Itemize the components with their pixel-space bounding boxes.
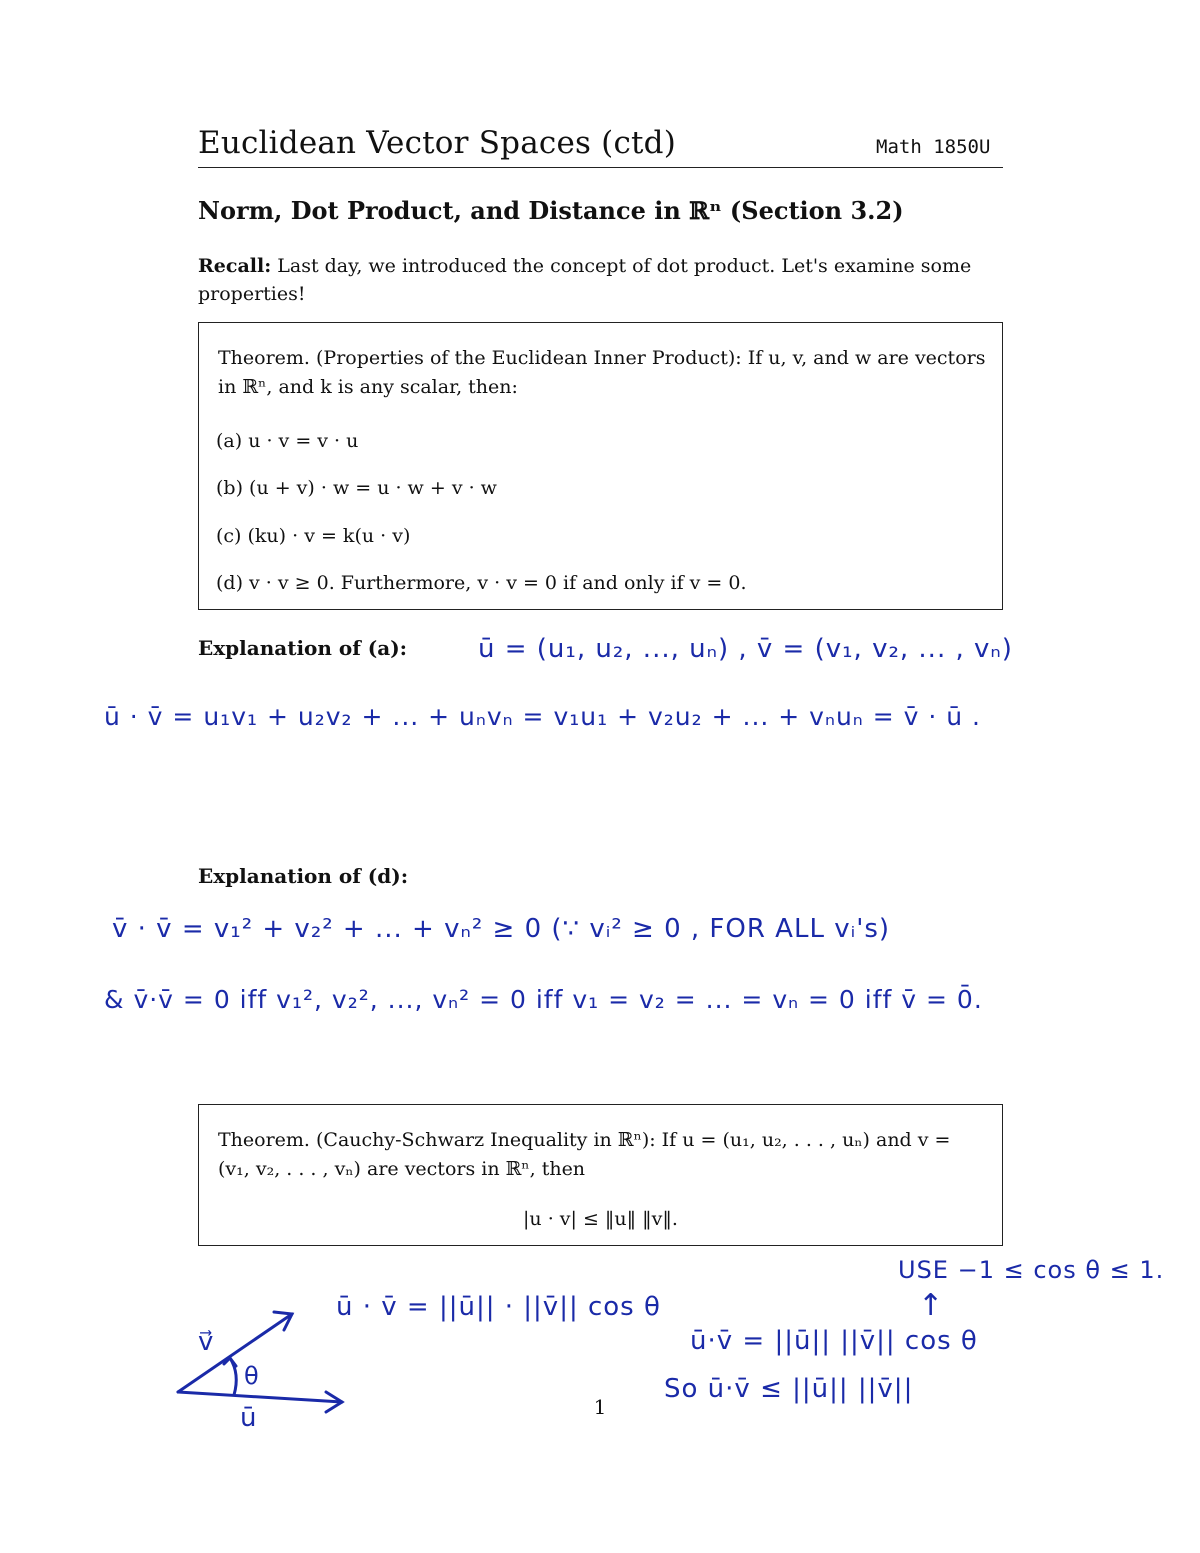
up-arrow-icon: ↑	[918, 1288, 945, 1323]
diagram-label-v: v⃗	[198, 1327, 214, 1357]
theorem-cauchy-schwarz-intro: Theorem. (Cauchy-Schwarz Inequality in ℝⁿ): If u = (u₁, u₂, . . . , uₙ) and v = (v₁, v₂, . . . , vₙ) are vectors in ℝⁿ, then	[218, 1129, 951, 1180]
handwritten-eq-cos-1: ū · v̄ = ||ū|| · ||v̄|| cos θ	[336, 1292, 661, 1322]
handwritten-note-a1: ū = (u₁, u₂, ..., uₙ) , v̄ = (v₁, v₂, ... , vₙ)	[478, 634, 1013, 664]
theorem-item-b: (b) (u + v) · w = u · w + v · w	[216, 477, 497, 499]
handwritten-use-note: USE −1 ≤ cos θ ≤ 1.	[898, 1256, 1165, 1284]
diagram-label-theta: θ	[244, 1362, 259, 1390]
handwritten-note-d2: & v̄·v̄ = 0 iff v₁², v₂², ..., vₙ² = 0 iff v₁ = v₂ = ... = vₙ = 0 iff v̄ = 0̄.	[104, 985, 983, 1014]
theorem-item-a: (a) u · v = v · u	[216, 430, 359, 452]
explanation-d-label: Explanation of (d):	[198, 864, 409, 888]
course-code: Math 1850U	[876, 136, 991, 158]
theorem-item-c: (c) (ku) · v = k(u · v)	[216, 525, 411, 547]
title-rule	[198, 167, 1003, 168]
handwritten-note-d1: v̄ · v̄ = v₁² + v₂² + ... + vₙ² ≥ 0 (∵ vᵢ² ≥ 0 , FOR ALL vᵢ's)	[112, 914, 891, 944]
section-heading: Norm, Dot Product, and Distance in ℝⁿ (Section 3.2)	[198, 196, 904, 225]
page-title: Euclidean Vector Spaces (ctd)	[198, 125, 677, 161]
vector-angle-diagram	[170, 1300, 360, 1430]
handwritten-note-a2: ū · v̄ = u₁v₁ + u₂v₂ + ... + uₙvₙ = v₁u₁ + v₂u₂ + ... + vₙuₙ = v̄ · ū .	[104, 702, 981, 731]
explanation-a-label: Explanation of (a):	[198, 636, 408, 660]
theorem-item-d: (d) v · v ≥ 0. Furthermore, v · v = 0 if and only if v = 0.	[216, 572, 747, 594]
handwritten-eq-cos-2: ū·v̄ = ||ū|| ||v̄|| cos θ	[690, 1326, 978, 1356]
vector-u-line	[178, 1392, 342, 1402]
recall-label: Recall:	[198, 255, 272, 277]
theorem-inner-product-intro: Theorem. (Properties of the Euclidean Inner Product): If u, v, and w are vectors in ℝⁿ, and k is any scalar, then:	[218, 347, 986, 398]
page-number: 1	[593, 1395, 607, 1419]
recall-paragraph	[198, 252, 1006, 308]
handwritten-eq-so: So ū·v̄ ≤ ||ū|| ||v̄||	[664, 1374, 914, 1404]
diagram-label-u: ū	[240, 1403, 257, 1430]
recall-text: Last day, we introduced the concept of dot product. Let's examine some properties!	[198, 255, 972, 305]
cauchy-schwarz-inequality: |u · v| ≤ ‖u‖ ‖v‖.	[523, 1208, 678, 1230]
